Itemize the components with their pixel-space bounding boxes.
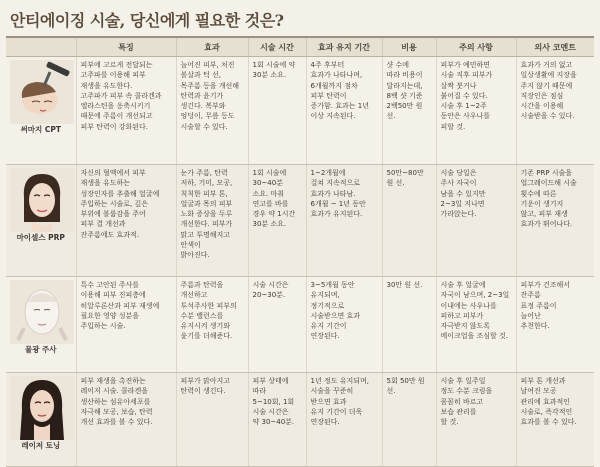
cell-text-line: 유지 기간이 더욱: [310, 407, 363, 416]
cell-text-line: 피부 재생을 촉진하는: [80, 377, 146, 385]
cell-text-line: 피할 것.: [440, 122, 466, 131]
cell-text-line: 경우 약 1시간: [252, 210, 296, 219]
cell-text-line: 유지 기간이: [310, 322, 347, 331]
table-cell: [436, 277, 516, 373]
cell-text-line: 잔주름: [520, 291, 541, 300]
cell-text-line: 남을 수 있지만: [440, 189, 486, 198]
cell-text-line: 윤기를 더해준다.: [180, 332, 233, 341]
cell-text-line: 직장인은 점심: [520, 91, 564, 100]
table-cell: [382, 165, 436, 277]
table-cell: [382, 57, 436, 165]
cell-text-line: 시술로, 즉각적인: [520, 407, 573, 416]
cell-text-line: 2백50만 원 선.: [386, 102, 423, 121]
cell-text-line: 6개월 ~ 1년 동안: [310, 199, 366, 208]
cell-text-line: 피부 톤 개선과: [520, 377, 566, 385]
cell-text-line: 횟수에 따른: [520, 189, 557, 198]
cell-text-line: 성장인자를 추출해 얼굴에: [80, 189, 160, 198]
cell-text-line: 기존 PRP 시술을: [520, 169, 573, 177]
cell-text-line: 유지시켜 생기와: [180, 322, 231, 331]
cell-text-line: 저하, 기미, 모공,: [180, 179, 233, 188]
cell-text-line: 이상 지속된다.: [310, 112, 356, 121]
table-row: [6, 277, 594, 373]
cell-text-line: 날여진 모공: [520, 387, 557, 396]
cell-text-line: 효과가 뛰어나다.: [520, 220, 573, 229]
column-header-2: 효과: [176, 37, 248, 57]
cell-text-line: 관리에 효과적인: [520, 397, 571, 406]
cell-text-line: 시간을 이용해: [520, 102, 564, 111]
cell-text-line: 주사 자국이: [440, 179, 477, 188]
cell-text-line: 주입하는 시술.: [80, 322, 126, 331]
cell-text-line: 정기적으로: [310, 301, 345, 310]
cell-text-line: 붉어질 수 있다.: [440, 91, 488, 100]
cell-text-line: 수분 밸런스를: [180, 311, 224, 320]
cell-text-line: 효과가 거의 없고: [520, 61, 573, 69]
cell-text-line: 걸쳐 지속적으로: [310, 179, 361, 188]
cell-text-line: 3~5개월 동안: [310, 281, 355, 289]
treatment-name: 레이저 토닝: [21, 441, 61, 450]
table-cell: [516, 57, 594, 165]
table-cell: [306, 165, 382, 277]
cell-text-line: 생산하는 섬유아세포를: [80, 397, 151, 406]
cell-text-line: 시술받으면 효과: [310, 311, 361, 320]
cell-text-line: 30만 원 선.: [386, 281, 423, 289]
cell-text-line: 30~40분: [252, 179, 283, 188]
cell-text-line: 재생을 유도한다.: [80, 81, 133, 90]
table-body: [6, 57, 594, 467]
cell-text-line: 재생을 유도하는: [80, 179, 131, 188]
table-cell: [382, 277, 436, 373]
table-cell: [436, 373, 516, 467]
cell-text-line: 할 것.: [440, 418, 459, 427]
cell-text-line: 6개월까지 점차: [310, 81, 358, 90]
cell-text-line: 엉덩이, 무릎 등도: [180, 112, 235, 121]
cell-text-line: 증가함. 효과는 1년: [310, 102, 369, 111]
table-cell: [176, 57, 248, 165]
cell-text-line: 잔주름에도 효과적.: [80, 230, 140, 239]
cell-text-line: 개선 효과를 볼 수 있다.: [80, 418, 153, 427]
table-cell: [436, 165, 516, 277]
woman-longhair-icon: [10, 376, 74, 440]
cell-text-line: 시술할 수 있다.: [180, 122, 228, 131]
cell-text-line: 자극받지 않도록: [440, 322, 491, 331]
column-header-0: [6, 37, 76, 57]
table-cell: [306, 57, 382, 165]
cell-text-line: 효과를 볼 수 있다.: [520, 418, 577, 427]
table-cell: [76, 57, 176, 165]
cell-text-line: 동안은 사우나를: [440, 112, 491, 121]
cell-text-line: 맑고 투명해지고 안색이: [180, 230, 231, 250]
cell-text-line: 효과가 유지된다.: [310, 210, 363, 219]
cell-text-line: 연고를 바를: [252, 199, 289, 208]
table-cell: [176, 373, 248, 467]
cell-text-line: 보습 관리를: [440, 407, 477, 416]
cell-text-line: 소요. 마취: [252, 189, 284, 198]
table-cell: [76, 277, 176, 373]
cell-text-line: 시술 후 1~2주: [440, 102, 487, 111]
column-header-7: 의사 코멘트: [516, 37, 594, 57]
cell-text-line: 5회 50만 원 선.: [386, 377, 425, 396]
cell-text-line: 칙칙한 피부 톤,: [180, 189, 228, 198]
cell-text-line: 피부 탄력이 강화된다.: [80, 122, 149, 131]
cell-text-line: 시술 시간은: [252, 407, 289, 416]
cell-text-line: 표정 주름이: [520, 301, 557, 310]
cell-text-line: 시술 후 일주일: [440, 377, 486, 385]
treatment-image-cell: [6, 165, 76, 277]
cell-text-line: 시술 당일은: [440, 169, 477, 177]
cell-text-line: 시술받을 수 있다.: [520, 112, 575, 121]
cell-text-line: 5~10회, 1회: [252, 397, 295, 406]
column-header-5: 비용: [382, 37, 436, 57]
cell-text-line: 특수 고안된 주사를: [80, 281, 140, 289]
cell-text-line: 꼼꼼히 바르고: [440, 397, 484, 406]
woman-portrait-icon: [10, 168, 74, 232]
table-cell: [248, 373, 306, 467]
treatment-name: 물광 주사: [24, 345, 57, 354]
cell-text-line: 탄력이 생긴다.: [180, 387, 226, 396]
treatment-image-cell: [6, 57, 76, 165]
cell-text-line: 탄력과 윤기가: [180, 91, 224, 100]
cell-text-line: 효과가 나타남.: [310, 189, 356, 198]
cell-text-line: 1회 시술에: [252, 169, 287, 177]
cell-text-line: 주입하는 시술로, 깊은: [80, 199, 149, 208]
cell-text-line: 4주 후부터: [310, 61, 345, 69]
table-cell: [306, 277, 382, 373]
cell-text-line: 시술 후 얼굴에: [440, 281, 486, 289]
treatment-image-cell: [6, 373, 76, 467]
table-cell: [516, 165, 594, 277]
cell-text-line: 일상생활에 지장을: [520, 71, 577, 80]
cell-text-line: 가라앉는다.: [440, 210, 477, 219]
table-cell: [248, 57, 306, 165]
cell-text-line: 노화 증상을 두루: [180, 210, 233, 219]
cell-text-line: 피부에 고르게 전달되는: [80, 61, 153, 69]
header-row: [6, 37, 594, 57]
cell-text-line: 따라: [252, 387, 267, 396]
cell-text-line: 주지 않기 때문에: [520, 81, 573, 90]
cell-text-line: 샷 수에: [386, 61, 410, 69]
table-cell: [176, 277, 248, 373]
treatment-name: 마이셀스 PRP: [16, 233, 65, 242]
cell-text-line: 늘어난: [520, 311, 541, 320]
cell-text-line: 연장된다.: [310, 332, 340, 341]
cell-text-line: 자국이 남으며, 2~3일: [440, 291, 510, 300]
cell-text-line: 살짝 붓거나: [440, 81, 477, 90]
comparison-table: [6, 36, 594, 467]
cell-text-line: 투석주사한 피부의: [180, 301, 237, 310]
cell-text-line: 기운이 생기지: [520, 199, 564, 208]
cell-text-line: 개선하고: [180, 291, 208, 300]
cell-text-line: 효과가 나타나며,: [310, 71, 363, 80]
cell-text-line: 목주름 등을 개선해: [180, 81, 240, 90]
cell-text-line: 피부가 건조해서: [520, 281, 571, 289]
table-cell: [76, 373, 176, 467]
cell-text-line: 피부가 예민하면: [440, 61, 491, 69]
cell-text-line: 주름과 탄력을: [180, 281, 224, 289]
cell-text-line: 50만~80만 원 선.: [386, 169, 424, 188]
column-header-3: 시술 시간: [248, 37, 306, 57]
cell-text-line: 30분 소요.: [252, 71, 287, 80]
treatment-image-cell: [6, 277, 76, 373]
cell-text-line: 피하고 피부가: [440, 311, 484, 320]
cell-text-line: 고주파가 피부 속 콜라겐과: [80, 91, 162, 100]
cell-text-line: 업그레이드해 시술: [520, 179, 577, 188]
cell-text-line: 1년 정도 유지되며,: [310, 377, 369, 385]
cell-text-line: 이용해 피부 진피층에: [80, 291, 146, 300]
cell-text-line: 볼살과 턱 선,: [180, 71, 221, 80]
table-row: [6, 57, 594, 165]
cell-text-line: 얼굴과 목의 피부: [180, 199, 233, 208]
cell-text-line: 30분 소요.: [252, 220, 287, 229]
cell-text-line: 레이저 시술. 콜라겐을: [80, 387, 149, 396]
cell-text-line: 추천한다.: [520, 322, 550, 331]
table-cell: [76, 165, 176, 277]
cell-text-line: 늘어진 피부, 처진: [180, 61, 235, 69]
cell-text-line: 피부 탄력이: [310, 91, 347, 100]
cell-text-line: 2~3일 지나면: [440, 199, 485, 208]
cell-text-line: 8백 샷 기준: [386, 91, 423, 100]
table-cell: [248, 277, 306, 373]
cell-text-line: 시술을 꾸준히: [310, 387, 354, 396]
cell-text-line: 약 30~40분.: [252, 418, 295, 427]
cell-text-line: 피부 결 개선과: [80, 220, 126, 229]
cell-text-line: 1회 시술에 약: [252, 61, 296, 69]
table-cell: [248, 165, 306, 277]
cell-text-line: 받으면 효과: [310, 397, 347, 406]
cell-text-line: 메이크업을 조심할 것.: [440, 332, 509, 341]
cell-text-line: 20~30분.: [252, 291, 286, 300]
column-header-1: 특징: [76, 37, 176, 57]
column-header-6: 주의 사항: [436, 37, 516, 57]
cell-text-line: 달라지는데,: [386, 81, 423, 90]
column-header-4: 효과 유지 기간: [306, 37, 382, 57]
table-cell: [176, 165, 248, 277]
cell-text-line: 자신의 혈액에서 피부: [80, 169, 146, 177]
cell-text-line: 부위에 볼륨감을 주어: [80, 210, 146, 219]
cell-text-line: 생긴다. 복부와: [180, 102, 226, 111]
treatment-name: 써마지 CPT: [20, 125, 61, 134]
table-cell: [436, 57, 516, 165]
massage-face-icon: [10, 60, 74, 124]
table-cell: [516, 277, 594, 373]
cell-text-line: 때문에 주름이 개선되고: [80, 112, 153, 121]
cell-text-line: 눈가 주름, 탄력: [180, 169, 228, 177]
table-cell: [516, 373, 594, 467]
cell-text-line: 시술 시간은: [252, 281, 289, 289]
cell-text-line: 피부 상태에: [252, 377, 289, 385]
cell-text-line: 이내에는 사우나를: [440, 301, 497, 310]
cell-text-line: 고주파를 이용해 피부: [80, 71, 146, 80]
table-row: [6, 373, 594, 467]
cell-text-line: 개선한다. 피부가: [180, 220, 233, 229]
cell-text-line: 않고, 피부 재생: [520, 210, 568, 219]
table-cell: [382, 373, 436, 467]
cell-text-line: 1~2개월에: [310, 169, 346, 177]
cell-text-line: 연장된다.: [310, 418, 340, 427]
cell-text-line: 피부가 맑아지고: [180, 377, 231, 385]
cell-text-line: 엘라스틴을 응축시키기: [80, 102, 151, 111]
cell-text-line: 필요한 영양 성분을: [80, 311, 140, 320]
table-row: [6, 165, 594, 277]
mask-face-icon: [10, 280, 74, 344]
cell-text-line: 정도 수분 크림을: [440, 387, 493, 396]
cell-text-line: 밝아진다.: [180, 251, 210, 260]
cell-text-line: 유지되며,: [310, 291, 340, 300]
cell-text-line: 시술 직후 피부가: [440, 71, 493, 80]
table-cell: [306, 373, 382, 467]
cell-text-line: 따라 비용이: [386, 71, 423, 80]
page-title: 안티에이징 시술, 당신에게 필요한 것은?: [10, 11, 284, 30]
cell-text-line: 히알루론산과 피부 재생에: [80, 301, 160, 310]
cell-text-line: 자극해 모공, 보습, 탄력: [80, 407, 153, 416]
